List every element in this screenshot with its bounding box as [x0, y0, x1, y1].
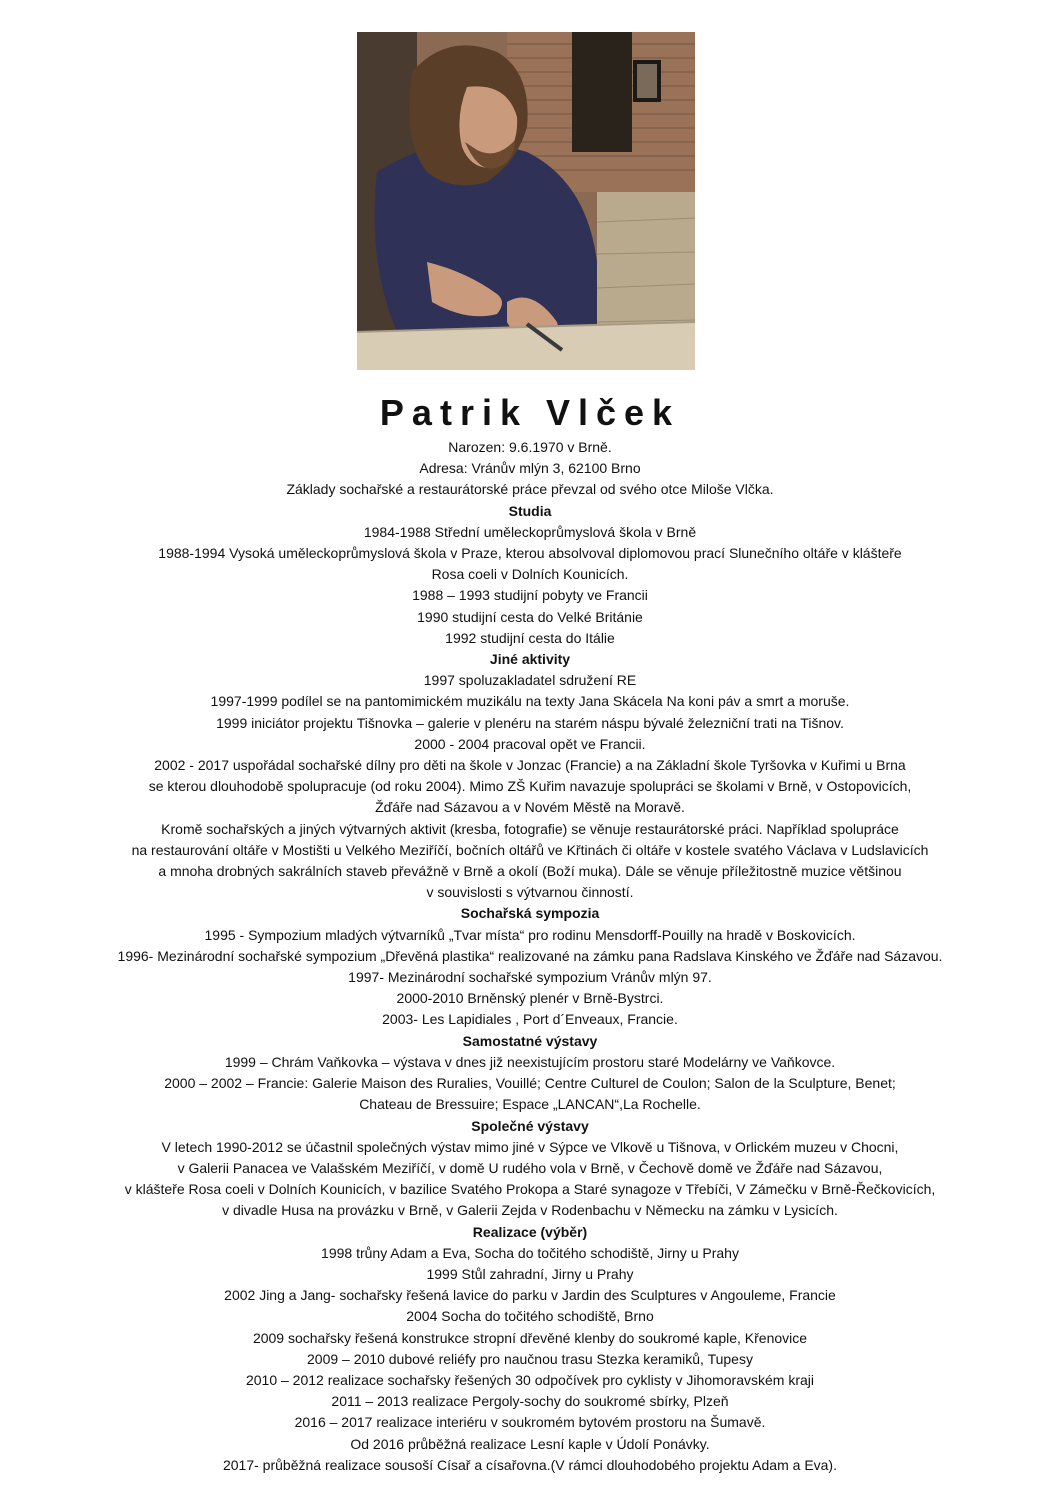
- symposium-line: 1995 - Sympozium mladých výtvarníků „Tvar místa“ pro rodinu Mensdorff-Pouilly na hradě v Boskovicích.: [204, 926, 856, 943]
- studia-line: Rosa coeli v Dolních Kounicích.: [431, 566, 629, 583]
- symposium-line: 2000-2010 Brněnský plenér v Brně-Bystrci.: [396, 990, 664, 1007]
- portrait-photo: [357, 32, 695, 370]
- realization-line: 2017- průběžná realizace sousoší Císař a císařovna.(V rámci dlouhodobého projektu Adam a Eva).: [222, 1456, 837, 1473]
- intro-line: Narozen: 9.6.1970 v Brně.: [448, 439, 612, 455]
- realization-line: 2002 Jing a Jang- sochařsky řešená lavice do parku v Jardin des Sculptures v Angouleme, Francie: [224, 1287, 836, 1304]
- intro-line: Základy sochařské a restaurátorské práce převzal od svého otce Miloše Vlčka.: [286, 481, 774, 498]
- intro-line: Adresa: Vránův mlýn 3, 62100 Brno: [419, 460, 641, 477]
- activity-line: a mnoha drobných sakrálních staveb převážně v Brně a okolí (Boží muka). Dále se věnuje příležitostně muzice většinou: [158, 863, 902, 880]
- section-heading-sympozia: Sochařská sympozia: [460, 905, 600, 922]
- studia-line: 1988 – 1993 studijní pobyty ve Francii: [412, 587, 648, 604]
- studia-line: 1992 studijní cesta do Itálie: [445, 629, 615, 646]
- studia-line: 1984-1988 Střední uměleckoprůmyslová škola v Brně: [363, 523, 697, 540]
- symposium-line: 1996- Mezinárodní sochařské sympozium „Dřevěná plastika“ realizované na zámku pana Radslava Kinského ve Žďáře nad Sázavou.: [117, 947, 943, 964]
- studia-line: 1988-1994 Vysoká uměleckoprůmyslová škola v Praze, kterou absolvoval diplomovou prací Slunečního oltáře v klášteře: [158, 545, 902, 562]
- activity-line: 1997-1999 podílel se na pantomimickém muzikálu na texty Jana Skácela Na koni páv a smrt a moruše.: [210, 693, 850, 710]
- portrait-photo-image: [357, 32, 695, 370]
- person-name: Patrik Vlček: [379, 392, 681, 433]
- activity-line: 2002 - 2017 uspořádal sochařské dílny pro děti na škole v Jonzac (Francie) a na Základní škole Tyršovka v Kuřimi u Brna: [154, 757, 906, 774]
- solo-exhibition-line: Chateau de Bressuire; Espace „LANCAN“,La Rochelle.: [359, 1096, 701, 1113]
- realization-line: Od 2016 průběžná realizace Lesní kaple v Údolí Ponávky.: [350, 1435, 710, 1452]
- symposium-line: 1997- Mezinárodní sochařské sympozium Vránův mlýn 97.: [348, 969, 712, 986]
- section-heading-realizace: Realizace (výběr): [472, 1223, 588, 1240]
- solo-exhibition-line: 1999 – Chrám Vaňkovka – výstava v dnes již neexistujícím prostoru staré Modelárny ve Vaňkovce.: [224, 1053, 836, 1070]
- activity-line: Kromě sochařských a jiných výtvarných aktivit (kresba, fotografie) se věnuje restaurátorské práci. Například spolupráce: [161, 820, 899, 837]
- section-heading-spolecne-vystavy: Společné výstavy: [471, 1117, 589, 1134]
- activity-line: v souvislosti s výtvarnou činností.: [426, 884, 634, 901]
- realization-line: 2009 – 2010 dubové reliéfy pro naučnou trasu Stezka keramiků, Tupesy: [307, 1350, 753, 1367]
- symposium-line: 2003- Les Lapidiales , Port d´Enveaux, Francie.: [382, 1011, 678, 1028]
- realization-line: 1999 Stůl zahradní, Jirny u Prahy: [426, 1265, 634, 1282]
- activity-line: 2000 - 2004 pracoval opět ve Francii.: [414, 735, 646, 752]
- activity-line: 1999 iniciátor projektu Tišnovka – galerie v plenéru na starém náspu bývalé železniční trati na Tišnov.: [216, 714, 844, 731]
- realization-line: 2009 sochařsky řešená konstrukce stropní dřevěné klenby do soukromé kaple, Křenovice: [252, 1329, 808, 1346]
- group-exhibition-line: v klášteře Rosa coeli v Dolních Kounicích, v bazilice Svatého Prokopa a Staré synagoze v Třebíči, V Zámečku v Brně-Řečkovicích,: [124, 1181, 936, 1198]
- solo-exhibition-line: 2000 – 2002 – Francie: Galerie Maison des Ruralies, Vouillé; Centre Culturel de Coulon; Salon de la Sculpture, Benet;: [164, 1075, 896, 1092]
- realization-line: 1998 trůny Adam a Eva, Socha do točitého schodiště, Jirny u Prahy: [321, 1244, 739, 1261]
- realization-line: 2016 – 2017 realizace interiéru v soukromém bytovém prostoru na Šumavě.: [294, 1414, 766, 1431]
- section-heading-samostatne-vystavy: Samostatné výstavy: [462, 1032, 598, 1049]
- realization-line: 2004 Socha do točitého schodiště, Brno: [406, 1308, 654, 1325]
- cv-body: [0, 437, 1060, 1476]
- studia-line: 1990 studijní cesta do Velké Británie: [417, 608, 643, 625]
- realization-line: 2010 – 2012 realizace sochařsky řešených 30 odpočívek pro cyklisty v Jihomoravském kraji: [245, 1371, 815, 1388]
- group-exhibition-line: v Galerii Panacea ve Valašském Meziříčí, v domě U rudého vola v Brně, v Čechově domě ve Žďáře nad Sázavou,: [177, 1159, 883, 1176]
- activity-line: 1997 spoluzakladatel sdružení RE: [423, 672, 637, 689]
- activity-line: Žďáře nad Sázavou a v Novém Městě na Moravě.: [375, 799, 685, 816]
- section-heading-jine-aktivity: Jiné aktivity: [489, 651, 571, 668]
- group-exhibition-line: V letech 1990-2012 se účastnil společných výstav mimo jiné v Sýpce ve Vlkově u Tišnova, v Orlickém muzeu v Chocni,: [161, 1138, 899, 1155]
- group-exhibition-line: v divadle Husa na provázku v Brně, v Galerii Zejda v Rodenbachu v Německu na zámku v Lysicích.: [222, 1202, 838, 1219]
- activity-line: se kterou dlouhodobě spolupracuje (od roku 2004). Mimo ZŠ Kuřim navazuje spolupráci se školami v Brně, v Ostopovicích,: [148, 778, 912, 795]
- realization-line: 2011 – 2013 realizace Pergoly-sochy do soukromé sbírky, Plzeň: [331, 1393, 729, 1410]
- activity-line: na restaurování oltáře v Mostišti u Velkého Meziříčí, bočních oltářů ve Křtinách či oltáře v kostele svatého Václava v Ludslavicích: [131, 841, 929, 858]
- section-heading-studia: Studia: [508, 502, 552, 519]
